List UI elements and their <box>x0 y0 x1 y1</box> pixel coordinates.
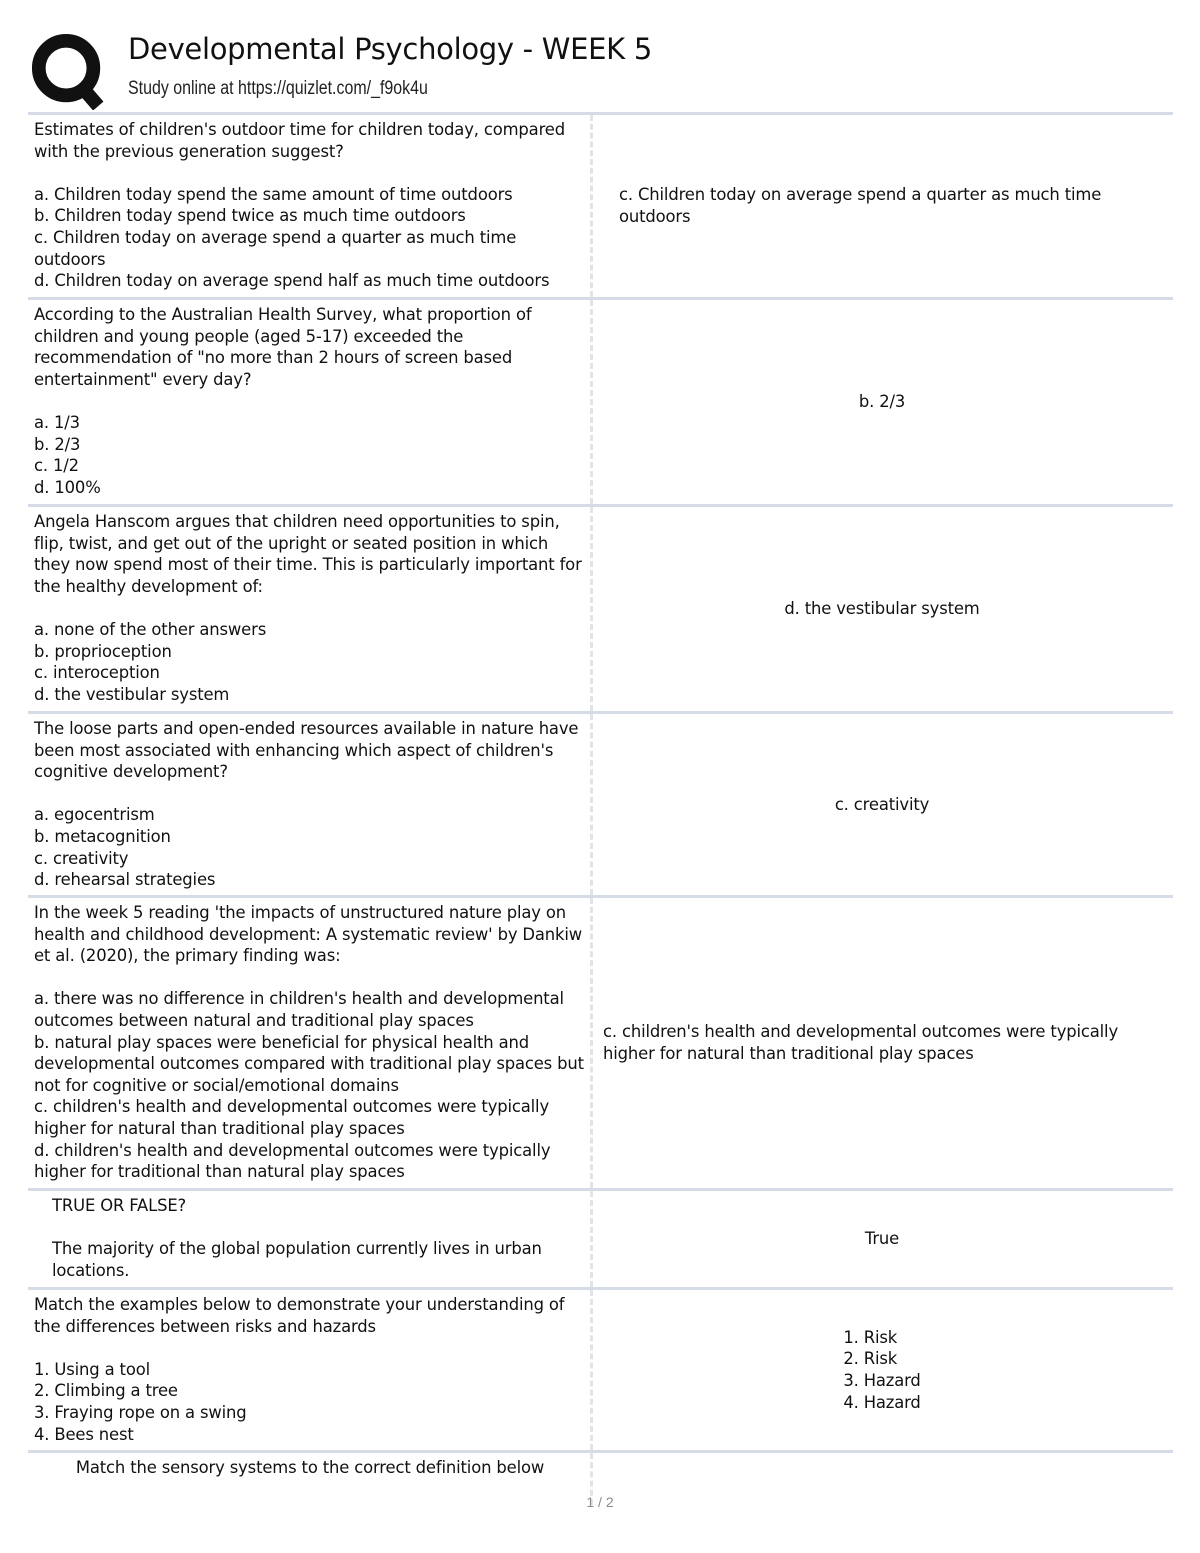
card-question: TRUE OR FALSE? The majority of the global population currently lives in urban locations. <box>28 1191 593 1287</box>
flashcard <box>28 297 1173 504</box>
card-answer-cell <box>593 1290 1173 1450</box>
card-answer: c. children's health and developmental outcomes were typically higher for natural than traditional play spaces <box>603 1022 1124 1063</box>
flashcard <box>28 1287 1173 1450</box>
flashcard-list <box>28 112 1173 1505</box>
card-answer-cell <box>593 714 1173 895</box>
flashcard <box>28 504 1173 711</box>
study-link[interactable]: Study online at https://quizlet.com/_f9ok4u <box>128 78 428 99</box>
card-answer-cell <box>593 300 1173 504</box>
flashcard <box>28 1188 1173 1287</box>
card-question: Match the sensory systems to the correct definition below <box>28 1453 593 1505</box>
card-question: Match the examples below to demonstrate your understanding of the differences between risks and hazards 1. Using a tool 2. Climbing a tree 3. Fraying rope on a swing 4. Bees nest <box>28 1290 593 1450</box>
flashcard <box>28 112 1173 297</box>
page-title: Developmental Psychology - WEEK 5 <box>128 32 652 66</box>
card-answer: d. the vestibular system <box>784 599 980 619</box>
flashcard <box>28 895 1173 1188</box>
card-answer: c. Children today on average spend a quarter as much time outdoors <box>619 185 1107 226</box>
card-answer: c. creativity <box>834 794 930 814</box>
card-answer: 1. Risk 2. Risk 3. Hazard 4. Hazard <box>843 1327 921 1412</box>
card-answer-cell <box>593 898 1173 1188</box>
card-answer-cell <box>593 507 1173 711</box>
flashcard <box>28 711 1173 895</box>
card-question: In the week 5 reading 'the impacts of unstructured nature play on health and childhood development: A systematic review' by Dankiw et al. (2020), the primary finding was: a. there was no difference in children's health and developmental outcomes between natural and traditional play spaces b. natural play spaces were beneficial for physical health and developmental outcomes compared with traditional play spaces but not for cognitive or social/emotional domains c. children's health and developmental outcomes were typically higher for natural than traditional play spaces d. children's health and developmental outcomes were typically higher for traditional than natural play spaces <box>28 898 593 1188</box>
card-question: Estimates of children's outdoor time for children today, compared with the previous generation suggest? a. Children today spend the same amount of time outdoors b. Children today spend twice as much time outdoors c. Children today on average spend a quarter as much time outdoors d. Children today on average spend half as much time outdoors <box>28 115 593 297</box>
card-question: According to the Australian Health Survey, what proportion of children and young people (aged 5-17) exceeded the recommendation of "no more than 2 hours of screen based entertainment" every day? a. 1/3 b. 2/3 c. 1/2 d. 100% <box>28 300 593 504</box>
page-number: 1 / 2 <box>586 1494 614 1510</box>
card-answer-cell <box>593 1191 1173 1287</box>
quizlet-logo-icon <box>30 32 108 110</box>
card-question: The loose parts and open-ended resources available in nature have been most associated with enhancing which aspect of children's cognitive development? a. egocentrism b. metacognition c. creativity d. rehearsal strategies <box>28 714 593 895</box>
card-question: Angela Hanscom argues that children need opportunities to spin, flip, twist, and get out of the upright or seated position in which they now spend most of their time. This is particularly important for the healthy development of: a. none of the other answers b. proprioception c. interoception d. the vestibular system <box>28 507 593 711</box>
card-answer: b. 2/3 <box>858 392 906 412</box>
card-answer-cell <box>593 115 1173 297</box>
card-answer: True <box>864 1229 900 1249</box>
header <box>30 28 1170 110</box>
